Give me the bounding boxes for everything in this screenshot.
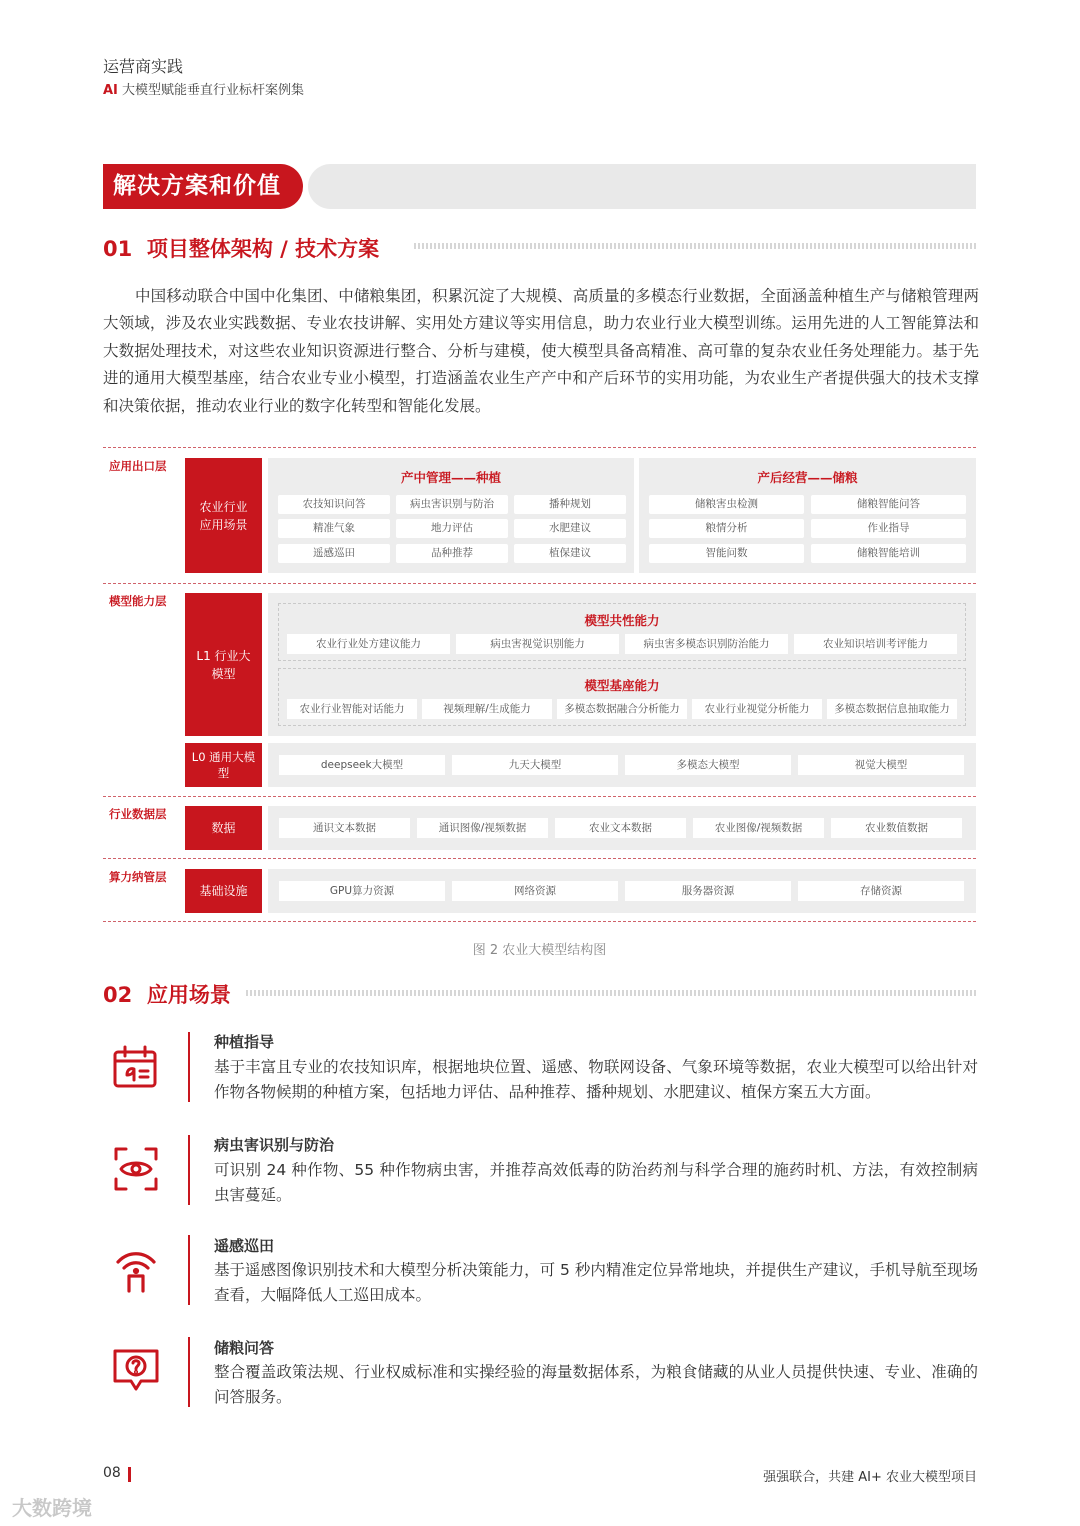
storage-item: 储粮智能培训	[811, 544, 966, 563]
header-subtitle-rest: 大模型赋能垂直行业标杆案例集	[117, 83, 305, 98]
calendar-plant-icon	[110, 1042, 162, 1094]
storage-item: 储粮害虫检测	[649, 495, 804, 514]
data-item: 通识文本数据	[279, 818, 410, 838]
app-scenario-box: 农业行业应用场景	[185, 458, 262, 573]
l0-item: 九天大模型	[452, 755, 618, 775]
planting-item: 水肥建议	[514, 519, 626, 538]
figure-caption: 图 2 农业大模型结构图	[472, 943, 607, 958]
storage-title: 产后经营——储粮	[757, 470, 858, 485]
storage-item: 粮情分析	[649, 519, 804, 538]
common-item: 农业知识培训考评能力	[794, 634, 957, 654]
section2-number: 02	[103, 983, 133, 1007]
data-item: 农业文本数据	[555, 818, 686, 838]
scenario-divider	[188, 1337, 190, 1407]
layer-label-data: 行业数据层	[109, 807, 167, 821]
scenario-text: 基于遥感图像识别技术和大模型分析决策能力，可 5 秒内精准定位异常地块，并提供生产建议，手机导航至现场查看，大幅降低人工巡田成本。	[214, 1261, 978, 1304]
infra-item: GPU算力资源	[279, 881, 445, 901]
scenario-text: 基于丰富且专业的农技知识库，根据地块位置、遥感、物联网设备、气象环境等数据，农业大模型可以给出针对作物各物候期的种植方案，包括地力评估、品种推荐、播种规划、水肥建议、植保方案五大方面。	[214, 1058, 978, 1101]
data-panel	[268, 806, 976, 850]
scenario-divider	[188, 1032, 190, 1102]
l0-item: 多模态大模型	[625, 755, 791, 775]
planting-item: 精准气象	[278, 519, 390, 538]
planting-item: 遥感巡田	[278, 544, 390, 563]
infra-item: 服务器资源	[625, 881, 791, 901]
page-number-bar	[128, 1467, 131, 1482]
common-title: 模型共性能力	[584, 613, 660, 628]
scenario-divider	[188, 1235, 190, 1305]
watermark: 大数跨境	[12, 1496, 92, 1520]
planting-item: 播种规划	[514, 495, 626, 514]
infrastructure-panel	[268, 869, 976, 913]
base-item: 农业行业视觉分析能力	[692, 699, 822, 719]
diagram-divider	[103, 921, 976, 922]
layer-label-compute: 算力纳管层	[109, 870, 167, 884]
planting-item: 品种推荐	[396, 544, 508, 563]
l0-item: 视觉大模型	[798, 755, 964, 775]
eye-scan-icon	[110, 1143, 162, 1195]
section1-number: 01	[103, 237, 133, 261]
planting-title: 产中管理——种植	[400, 470, 501, 485]
data-item: 农业图像/视频数据	[693, 818, 824, 838]
layer-label-app: 应用出口层	[109, 459, 167, 473]
planting-item: 病虫害识别与防治	[396, 495, 508, 514]
section-banner: 解决方案和价值	[103, 164, 303, 209]
scenario-text: 整合覆盖政策法规、行业权威标准和实操经验的海量数据体系，为粮食储藏的从业人员提供快速、专业、准确的问答服务。	[214, 1363, 978, 1406]
footer-text: 强强联合，共建 AI+ 农业大模型项目	[763, 1470, 977, 1485]
scenario-title: 病虫害识别与防治	[214, 1136, 335, 1154]
l1-model-box: L1 行业大模型	[185, 593, 262, 736]
infra-item: 网络资源	[452, 881, 618, 901]
storage-item: 储粮智能问答	[811, 495, 966, 514]
scenario-title: 储粮问答	[214, 1339, 275, 1357]
planting-panel	[268, 458, 634, 573]
page-number: 08	[103, 1465, 121, 1481]
section1-paragraph: 中国移动联合中国中化集团、中储粮集团，积累沉淀了大规模、高质量的多模态行业数据，全面涵盖种植生产与储粮管理两大领域，涉及农业实践数据、专业农技讲解、实用处方建议等实用信息，助力农业行业大模型训练。运用先进的人工智能算法和大数据处理技术，对这些农业知识资源进行整合、分析与建模，使大模型具备高精准、高可靠的复杂农业任务处理能力。基于先进的通用大模型基座，结合农业专业小模型，打造涵盖农业生产产中和产后环节的实用功能，为农业生产者提供强大的技术支撑和决策依据，推动农业行业的数字化转型和智能化发展。	[103, 287, 979, 415]
storage-item: 作业指导	[811, 519, 966, 538]
common-item: 病虫害多模态识别防治能力	[625, 634, 788, 654]
diagram-divider	[103, 858, 976, 859]
infra-item: 存储资源	[798, 881, 964, 901]
data-box: 数据	[185, 806, 262, 850]
planting-item: 地力评估	[396, 519, 508, 538]
l1-panel	[268, 593, 976, 736]
l0-item: deepseek大模型	[279, 755, 445, 775]
diagram-divider	[103, 796, 976, 797]
base-item: 农业行业智能对话能力	[287, 699, 417, 719]
base-title: 模型基座能力	[584, 678, 660, 693]
header-subtitle-ai: AI	[103, 83, 118, 98]
diagram-divider	[103, 447, 976, 448]
signal-tower-icon	[110, 1244, 162, 1296]
section2-heading	[103, 979, 231, 1009]
planting-item: 农技知识问答	[278, 495, 390, 514]
scenario-text: 可识别 24 种作物、55 种作物病虫害，并推荐高效低毒的防治药剂与科学合理的施药时机、方法，有效控制病虫害蔓延。	[214, 1161, 978, 1204]
base-item: 多模态数据融合分析能力	[557, 699, 687, 719]
l0-panel	[268, 743, 976, 787]
scenario-divider	[188, 1135, 190, 1205]
header-title: 运营商实践	[103, 57, 184, 76]
base-item: 多模态数据信息抽取能力	[827, 699, 957, 719]
data-item: 农业数值数据	[831, 818, 962, 838]
storage-item: 智能问数	[649, 544, 804, 563]
infrastructure-box: 基础设施	[185, 869, 262, 913]
common-item: 农业行业处方建议能力	[287, 634, 450, 654]
section2-title: 应用场景	[146, 983, 231, 1007]
layer-label-model: 模型能力层	[109, 594, 167, 608]
data-item: 通识图像/视频数据	[417, 818, 548, 838]
l0-model-box: L0 通用大模型	[185, 743, 262, 787]
diagram-divider	[103, 583, 976, 584]
storage-panel	[639, 458, 976, 573]
question-bubble-icon	[110, 1345, 162, 1397]
scenario-title: 遥感巡田	[214, 1237, 275, 1255]
planting-item: 植保建议	[514, 544, 626, 563]
section1-title: 项目整体架构 / 技术方案	[146, 237, 380, 261]
common-item: 病虫害视觉识别能力	[456, 634, 619, 654]
scenario-title: 种植指导	[214, 1033, 275, 1051]
section2-rule	[246, 990, 977, 996]
base-item: 视频理解/生成能力	[422, 699, 552, 719]
